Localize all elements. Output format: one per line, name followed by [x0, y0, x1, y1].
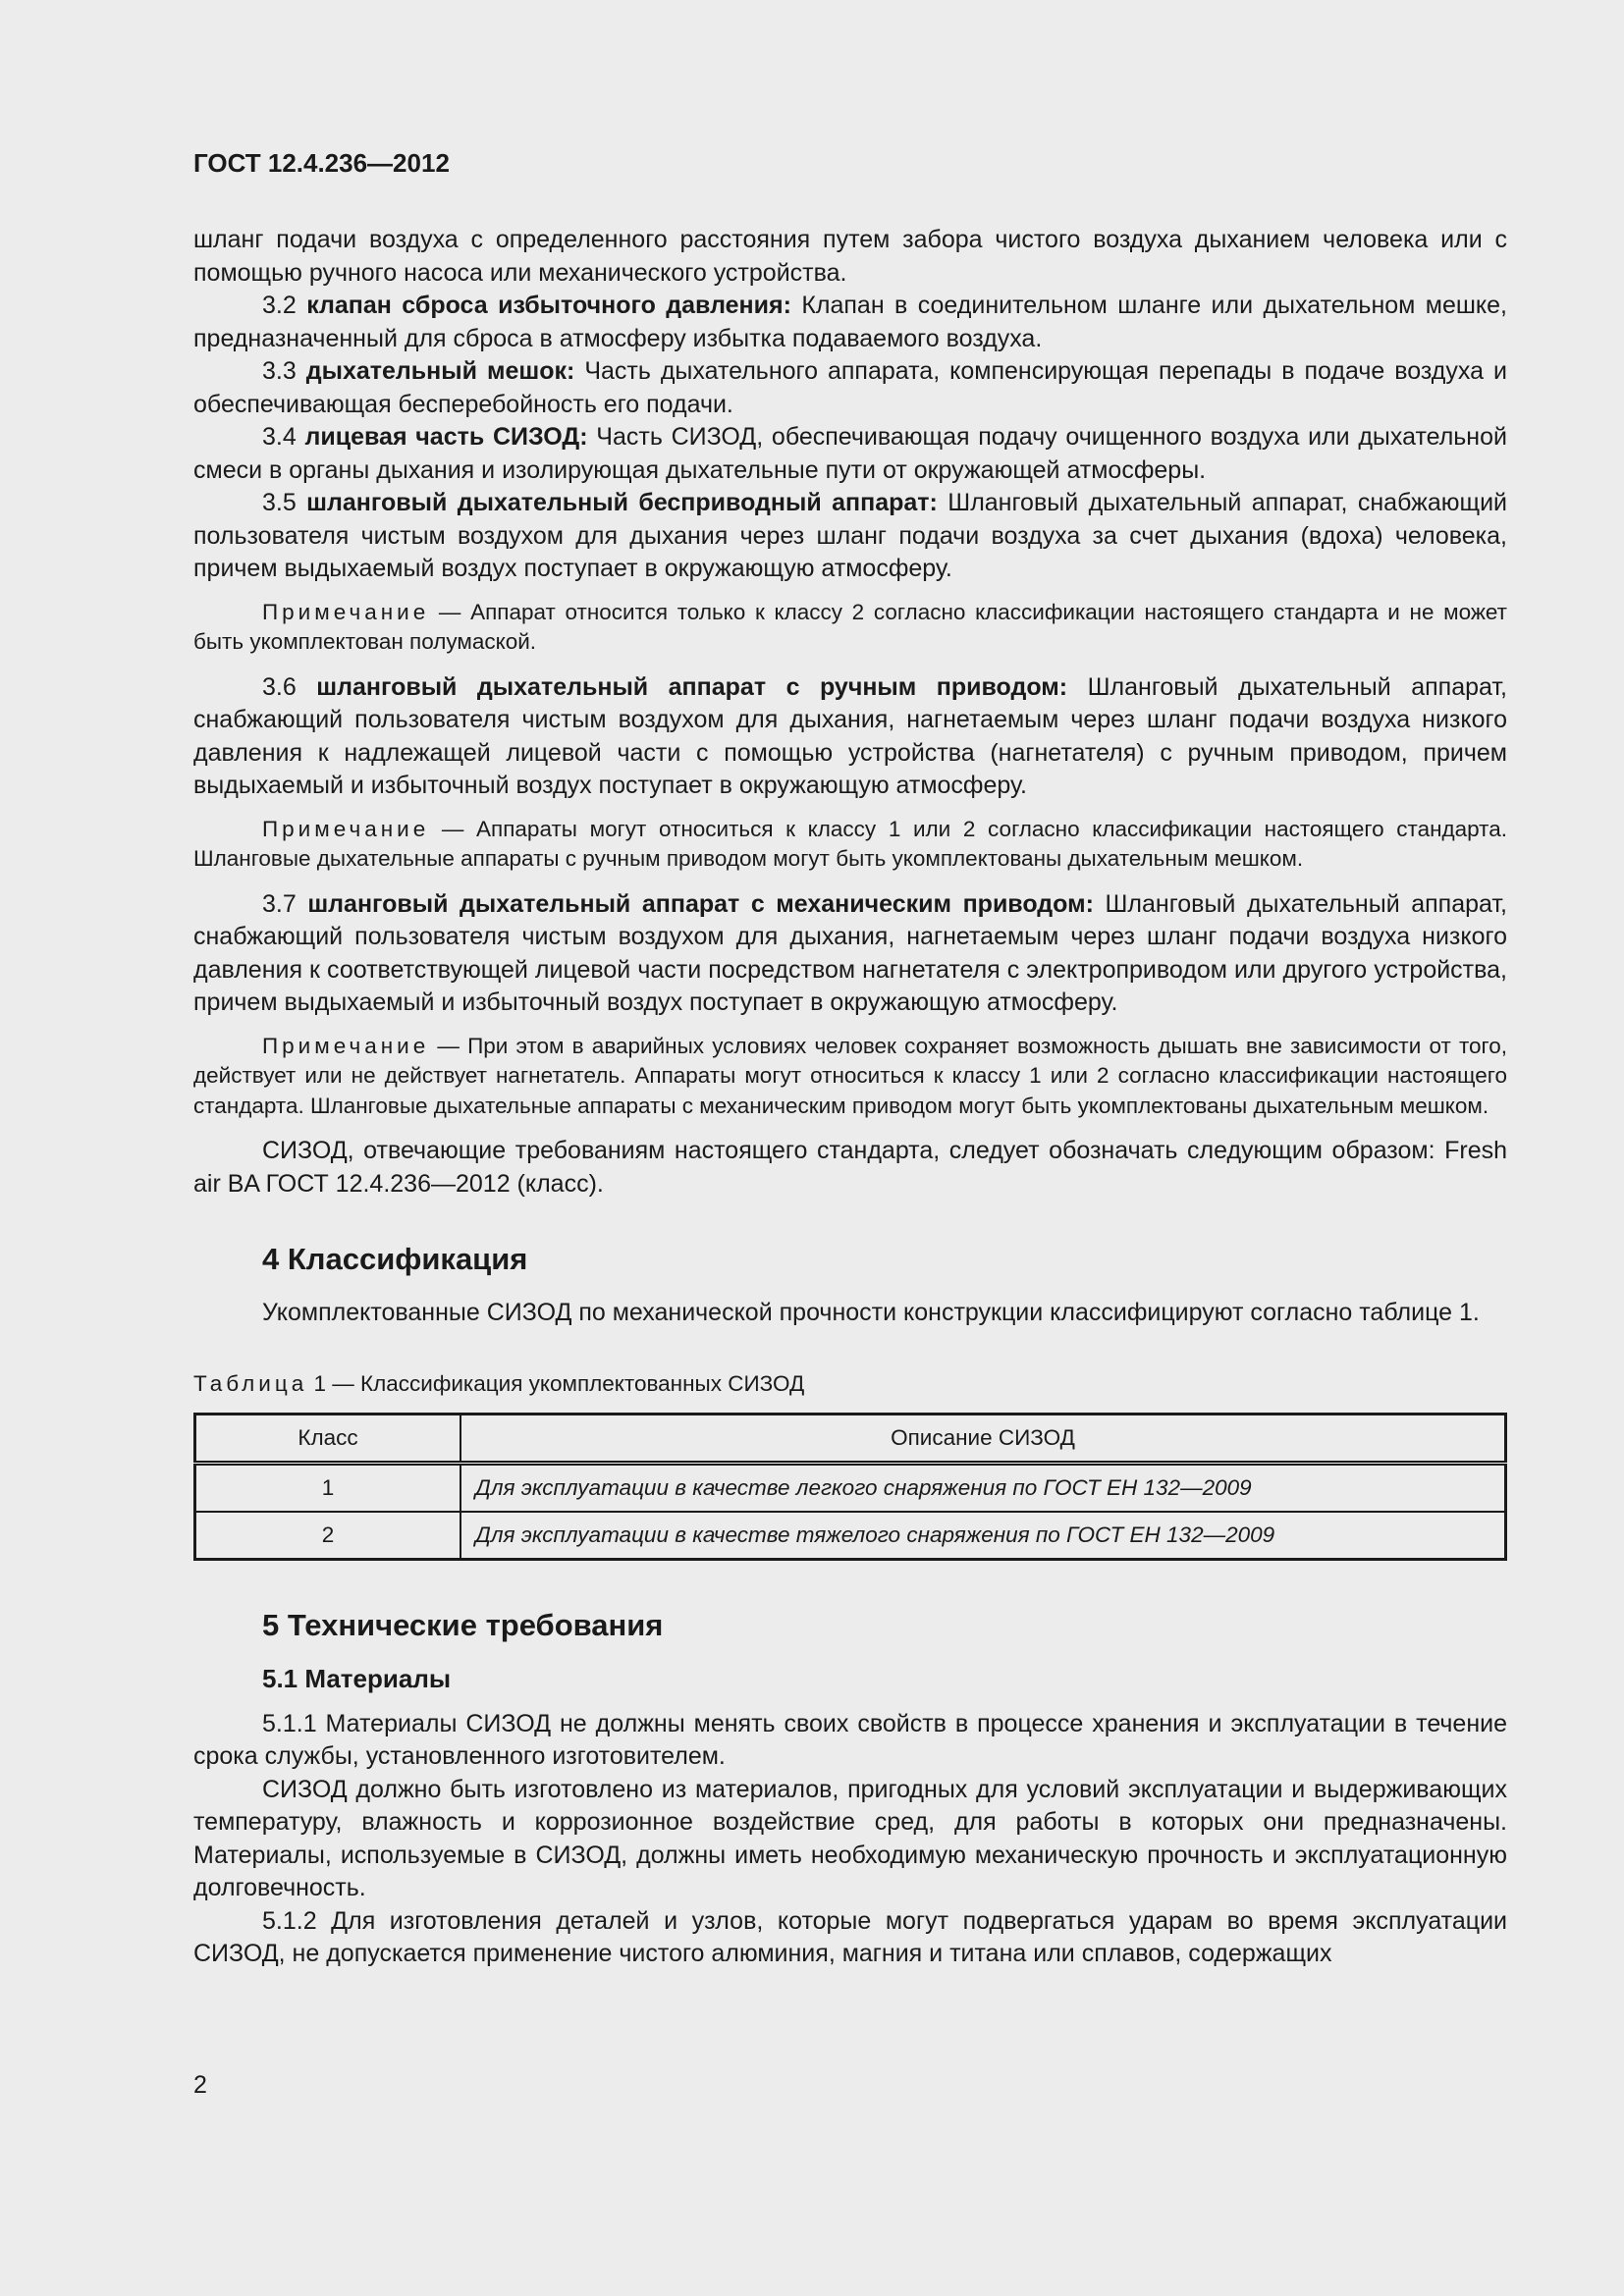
section-5-body: [193, 1708, 1507, 1971]
term-3-7: [193, 888, 1507, 1020]
section-4-body: [193, 1297, 1507, 1330]
cell-description: Для эксплуатации в качестве тяжелого снаряжения по ГОСТ ЕН 132—2009: [460, 1512, 1506, 1560]
table-caption: [193, 1369, 1507, 1399]
term-3-6-block: [193, 671, 1507, 803]
term-number: 3.5: [262, 489, 297, 516]
section-4-paragraph: Укомплектованные СИЗОД по механической прочности конструкции классифицируют согласно таблице 1.: [262, 1299, 1480, 1326]
note-1: [193, 598, 1507, 658]
table-caption-text: 1 — Классификация укомплектованных СИЗОД: [307, 1370, 805, 1396]
term-number: 3.3: [262, 357, 297, 385]
header-class: Класс: [195, 1414, 461, 1463]
term-definition: Шланговый дыхательный аппарат, снабжающий пользователя чистым воздухом для дыхания, нагнетаемым через шланг подачи воздуха низкого давления к надлежащей лицевой части с помощью устройства (нагнетателя) с ручным приводом, причем выдыхаемый и избыточный воздух поступает в окружающую атмосферу.: [193, 672, 1507, 799]
term-3-7-block: [193, 888, 1507, 1020]
term-name: дыхательный мешок:: [305, 357, 575, 385]
term-name: лицевая часть СИЗОД:: [304, 423, 588, 451]
note-text: Аппараты могут относиться к классу 1 или 2 согласно классификации настоящего стандарта. Шланговые дыхательные аппараты с ручным приводом могут быть укомплектованы дыхательным мешком.: [193, 816, 1507, 871]
term-number: 3.4: [262, 423, 297, 451]
term-3-3: [193, 355, 1507, 421]
term-number: 3.7: [262, 889, 297, 918]
designation-paragraph: СИЗОД, отвечающие требованиям настоящего стандарта, следует обозначать следующим образом: Fresh air BA ГОСТ 12.4.236—2012 (класс).: [193, 1137, 1507, 1198]
note-dash: —: [429, 1033, 468, 1058]
term-number: 3.6: [262, 672, 297, 701]
note-text: Аппарат относится только к классу 2 согласно классификации настоящего стандарта и не может быть укомплектован полумаской.: [193, 599, 1507, 654]
note-label: Примечание: [262, 599, 430, 624]
table-header-row: [195, 1414, 1506, 1463]
cell-class: 2: [195, 1512, 461, 1560]
term-definition: Клапан в соединительном шланге или дыхательном мешке, предназначенный для сброса в атмосферу избытка подаваемого воздуха.: [193, 292, 1507, 352]
term-definition: Шланговый дыхательный аппарат, снабжающий пользователя чистым воздухом для дыхания через шланг подачи воздуха за счет дыхания (вдоха) человека, причем выдыхаемый воздух поступает в окружающую атмосферу.: [193, 489, 1507, 582]
designation-block: [193, 1135, 1507, 1201]
cell-class: 1: [195, 1463, 461, 1512]
paragraph-5-1-1: 5.1.1 Материалы СИЗОД не должны менять своих свойств в процессе хранения и эксплуатации в течение срока службы, установленного изготовителем.: [193, 1709, 1507, 1770]
note-2: [193, 815, 1507, 875]
document-header: ГОСТ 12.4.236—2012: [193, 148, 450, 178]
classification-table: [193, 1413, 1507, 1561]
term-number: 3.2: [262, 292, 297, 319]
term-3-2: [193, 290, 1507, 355]
intro-paragraph: шланг подачи воздуха с определенного расстояния путем забора чистого воздуха дыханием человека или с помощью ручного насоса или механического устройства.: [193, 226, 1507, 287]
term-definition: Шланговый дыхательный аппарат, снабжающий пользователя чистым воздухом для дыхания, нагнетаемым через шланг подачи воздуха низкого давления к соответствующей лицевой части посредством нагнетателя с электроприводом или другого устройства, причем выдыхаемый и избыточный воздух поступает в окружающую атмосферу.: [193, 889, 1507, 1016]
table-row: [195, 1463, 1506, 1512]
term-name: шланговый дыхательный бесприводный аппарат:: [306, 489, 938, 516]
note-label: Примечание: [262, 1033, 430, 1058]
header-description: Описание СИЗОД: [460, 1414, 1506, 1463]
note-dash: —: [429, 599, 471, 624]
paragraph-materials: СИЗОД должно быть изготовлено из материалов, пригодных для условий эксплуатации и выдерживающих температуру, влажность и коррозионное воздействие сред, для работы в которых они предназначены. Материалы, используемые в СИЗОД, должны иметь необходимую механическую прочность и эксплуатационную долговечность.: [193, 1775, 1507, 1901]
cell-description: Для эксплуатации в качестве легкого снаряжения по ГОСТ ЕН 132—2009: [460, 1463, 1506, 1512]
section-4-title: 4 Классификация: [262, 1242, 528, 1276]
term-name: шланговый дыхательный аппарат с механическим приводом:: [307, 889, 1094, 918]
term-name: клапан сброса избыточного давления:: [306, 292, 791, 319]
note-3: [193, 1032, 1507, 1122]
term-name: шланговый дыхательный аппарат с ручным приводом:: [316, 672, 1068, 701]
term-3-5: [193, 487, 1507, 586]
note-dash: —: [429, 816, 477, 841]
table-label: Таблица: [193, 1370, 308, 1396]
paragraph-5-1-2: 5.1.2 Для изготовления деталей и узлов, которые могут подвергаться ударам во время эксплуатации СИЗОД, не допускается применение чистого алюминия, магния и титана или сплавов, содержащих: [193, 1906, 1507, 1967]
section-5-title: 5 Технические требования: [262, 1607, 664, 1642]
subsection-5-1-title: 5.1 Материалы: [262, 1663, 452, 1693]
terms-block: [193, 224, 1507, 586]
note-text: При этом в аварийных условиях человек сохраняет возможность дышать вне зависимости от того, действует или не действует нагнетатель. Аппараты могут относиться к классу 1 или 2 согласно классификации настоящего стандарта. Шланговые дыхательные аппараты с механическим приводом могут быть укомплектованы дыхательным мешком.: [193, 1033, 1507, 1118]
page-number: 2: [193, 2071, 207, 2099]
term-definition: Часть СИЗОД, обеспечивающая подачу очищенного воздуха или дыхательной смеси в органы дыхания и изолирующая дыхательные пути от окружающей атмосферы.: [193, 423, 1507, 484]
term-3-6: [193, 671, 1507, 803]
term-3-4: [193, 421, 1507, 487]
table-row: [195, 1512, 1506, 1560]
page-content: [193, 145, 1507, 1971]
term-definition: Часть дыхательного аппарата, компенсирующая перепады в подаче воздуха и обеспечивающая бесперебойность его подачи.: [193, 357, 1507, 418]
note-label: Примечание: [262, 816, 430, 841]
